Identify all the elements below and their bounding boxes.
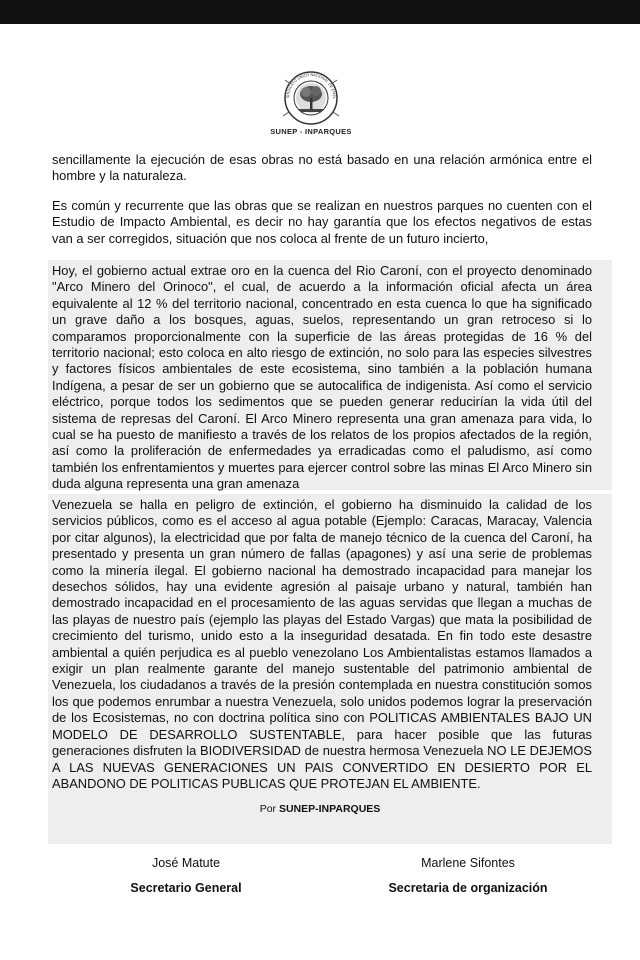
signer-title: Secretaria de organización: [388, 881, 548, 895]
seal-ring-text: SINDICATO UNICO NACIONAL DE EMPL: [285, 72, 337, 99]
signer-title: Secretario General: [130, 881, 242, 895]
byline-prefix: Por: [259, 803, 277, 815]
paragraph-1: sencillamente la ejecución de esas obras no está basado en una relación armónica entre el hombre y la naturaleza.: [52, 152, 592, 184]
byline: [0, 803, 640, 815]
signer-name: José Matute: [151, 856, 221, 870]
paragraph-2: Es común y recurrente que las obras que se realizan en nuestros parques no cuenten con el Estudio de Impacto Ambiental, es decir no hay garantía que los efectos negativos de estas van a ser corregidos, situación que nos coloca al frente de un futuro incierto,: [52, 198, 592, 246]
sunep-inparques-logo: [266, 70, 356, 140]
paragraph-4: Venezuela se halla en peligro de extinción, el gobierno ha disminuido la calidad de los servicios públicos, como es el acceso al agua potable (Ejemplo: Caracas, Maracay, Valencia por citar algunos), la electricidad que por falta de manejo técnico de la cuenca del Caroní, ha presentado y presenta un gran número de fallas (apagones) y así una serie de problemas como la minería ilegal. El gobierno nacional ha demostrado incapacidad para manejar los desechos sólidos, hay una evidente agresión al paisaje urbano y natural, también han demostrado incapacidad en el procesamiento de las aguas servidas que llegan a muchas de las playas de nuestro país (ejemplo las playas del Estado Vargas) que mata la posibilidad de crecimiento del turismo, unido esto a la inseguridad desatada. En fin todo este desastre ambiental a quién perjudica es al pueblo venezolano Los Ambientalistas estamos llamados a exigir un plan realmente garante del manejo sustentable del patrimonio ambiental de Venezuela, los ciudadanos a través de la presión contemplada en nuestra constitución somos los que podemos enrumbar a nuestra Venezuela, solo unidos podemos lograr la preservación de los Ecosistemas, no con doctrina política sino con POLITICAS AMBIENTALES BAJO UN MODELO DE DESARROLLO SUSTENTABLE, para hacer posible que las futuras generaciones disfruten la BIODIVERSIDAD de nuestra hermosa Venezuela NO LE DEJEMOS A LAS NUEVAS GENERACIONES UN PAIS CONVERTIDO EN DESIERTO POR EL ABANDONO DE POLITICAS PUBLICAS QUE PROTEJAN EL AMBIENTE.: [52, 497, 592, 791]
signature-block-1: [86, 856, 286, 895]
logo-caption: SUNEP - INPARQUES: [270, 127, 352, 136]
byline-org: SUNEP-INPARQUES: [278, 803, 381, 815]
top-black-bar: [0, 0, 640, 24]
paragraph-3: Hoy, el gobierno actual extrae oro en la cuenca del Rio Caroní, con el proyecto denominado "Arco Minero del Orinoco", el cual, de acuerdo a la información oficial afecta un área equivalente al 12 % del territorio nacional, concentrado en esta cuenca lo que ha significado un grave daño a los bosques, aguas, suelos, representando un gran retroceso si lo comparamos proporcionalmente con la superficie de las áreas protegidas de 16 % del territorio nacional; esto coloca en alto riesgo de extinción, no solo para las especies silvestres y factores físicos ambientales de este ecosistema, sino también a la población humana Indígena, a pesar de ser un gobierno que se autocalifica de indigenista. Así como el servicio eléctrico, porque todos los sedimentos que se pueden generar reducirían la vida útil del sistema de represas del Caroní. El Arco Minero representa una gran amenaza para vida, lo cual se ha puesto de manifiesto a través de los relatos de los propios afectados de la región, así como la proliferación de enfermedades ya erradicadas como el paludismo, así como también los enfrentamientos y muertes para ejercer control sobre las minas El Arco Minero sin duda alguna representa una gran amenaza: [52, 263, 592, 492]
union-seal-icon: [271, 70, 351, 126]
signer-name: Marlene Sifontes: [421, 856, 515, 870]
signature-block-2: [368, 856, 568, 895]
